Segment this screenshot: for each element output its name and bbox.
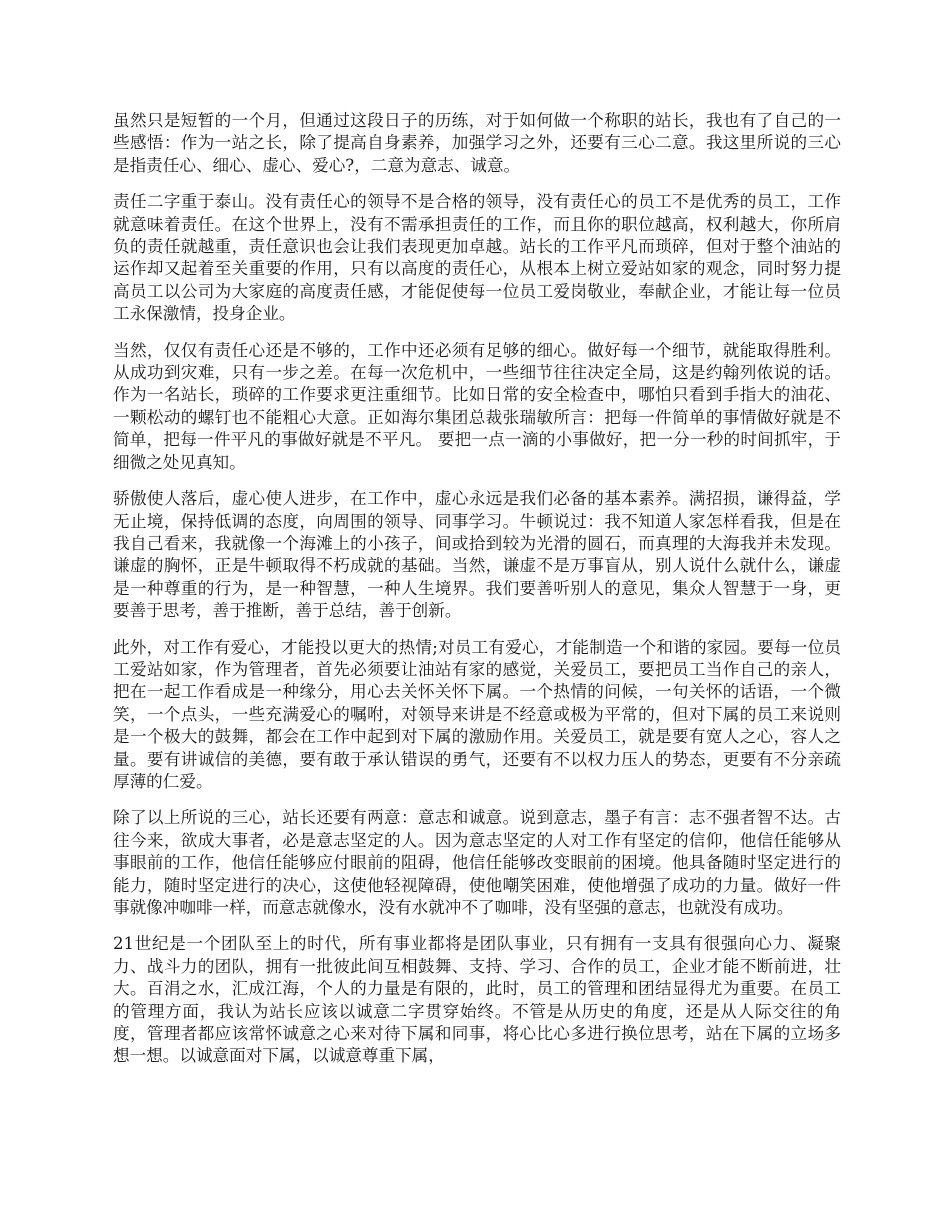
document-body — [113, 110, 841, 1082]
paragraph-intro: 虽然只是短暂的一个月，但通过这段日子的历练，对于如何做一个称职的站长，我也有了自己的一些感悟：作为一站之长，除了提高自身素养，加强学习之外，还要有三心二意。我这里所说的三心是指责任心、细心、虚心、爱心?，二意为意志、诚意。 — [113, 111, 841, 175]
paragraph-love: 此外，对工作有爱心，才能投以更大的热情;对员工有爱心，才能制造一个和谐的家园。要每一位员工爱站如家，作为管理者，首先必须要让油站有家的感觉，关爱员工，要把员工当作自己的亲人，把在一起工作看成是一种缘分，用心去关怀关怀下属。一个热情的问候，一句关怀的话语，一个微笑，一个点头，一些充满爱心的嘱咐，对领导来讲是不经意或极为平常的，但对下属的员工来说则是一个极大的鼓舞，都会在工作中起到对下属的激励作用。关爱员工，就是要有宽人之心，容人之量。要有讲诚信的美德，要有敢于承认错误的勇气，还要有不以权力压人的势态，更要有不分亲疏厚薄的仁爱。 — [113, 637, 841, 791]
paragraph-responsibility: 责任二字重于泰山。没有责任心的领导不是合格的领导，没有责任心的员工不是优秀的员工，工作就意味着责任。在这个世界上，没有不需承担责任的工作，而且你的职位越高，权利越大，你所肩负的责任就越重，责任意识也会让我们表现更加卓越。站长的工作平凡而琐碎，但对于整个油站的运作却又起着至关重要的作用，只有以高度的责任心，从根本上树立爱站如家的观念，同时努力提高员工以公司为大家庭的高度责任感，才能促使每一位员工爱岗敬业，奉献企业，才能让每一位员工永保激情，投身企业。 — [113, 192, 841, 324]
paragraph-carefulness: 当然，仅仅有责任心还是不够的，工作中还必须有足够的细心。做好每一个细节，就能取得胜利。从成功到灾难，只有一步之差。在每一次危机中，一些细节往往决定全局，这是约翰列侬说的话。作为一名站长，琐碎的工作要求更注重细节。比如日常的安全检查中，哪怕只看到手指大的油花、一颗松动的螺钉也不能粗心大意。正如海尔集团总裁张瑞敏所言：把每一件简单的事情做好就是不简单，把每一件平凡的事做好就是不平凡。 要把一点一滴的小事做好，把一分一秒的时间抓牢，于细微之处见真知。 — [113, 340, 841, 472]
paragraph-modesty: 骄傲使人落后，虚心使人进步，在工作中，虚心永远是我们必备的基本素养。满招损，谦得益，学无止境，保持低调的态度，向周围的领导、同事学习。牛顿说过：我不知道人家怎样看我，但是在我自己看来，我就像一个海滩上的小孩子，间或拾到较为光滑的圆石，而真理的大海我并未发现。谦虚的胸怀，正是牛顿取得不朽成就的基础。当然，谦虚不是万事盲从，别人说什么就什么，谦虚是一种尊重的行为，是一种智慧，一种人生境界。我们要善听别人的意见，集众人智慧于一身，更要善于思考，善于推断，善于总结，善于创新。 — [113, 489, 841, 621]
paragraph-sincerity: 21世纪是一个团队至上的时代，所有事业都将是团队事业，只有拥有一支具有很强向心力、凝聚力、战斗力的团队，拥有一批彼此间互相鼓舞、支持、学习、合作的员工，企业才能不断前进，壮大。百涓之水，汇成江海，个人的力量是有限的，此时，员工的管理和团结显得尤为重要。在员工的管理方面，我认为站长应该以诚意二字贯穿始终。不管是从历史的角度，还是从人际交往的角度，管理者都应该常怀诚意之心来对待下属和同事，将心比心多进行换位思考，站在下属的立场多想一想。以诚意面对下属，以诚意尊重下属， — [113, 934, 841, 1066]
paragraph-will: 除了以上所说的三心，站长还要有两意：意志和诚意。说到意志，墨子有言：志不强者智不达。古往今来，欲成大事者，必是意志坚定的人。因为意志坚定的人对工作有坚定的信仰，他信任能够从事眼前的工作，他信任能够应付眼前的阻碍，他信任能够改变眼前的困境。他具备随时坚定进行的能力，随时坚定进行的决心，这使他轻视障碍，使他嘲笑困难，使他增强了成功的力量。做好一件事就像冲咖啡一样，而意志就像水，没有水就冲不了咖啡，没有坚强的意志，也就没有成功。 — [113, 808, 841, 917]
